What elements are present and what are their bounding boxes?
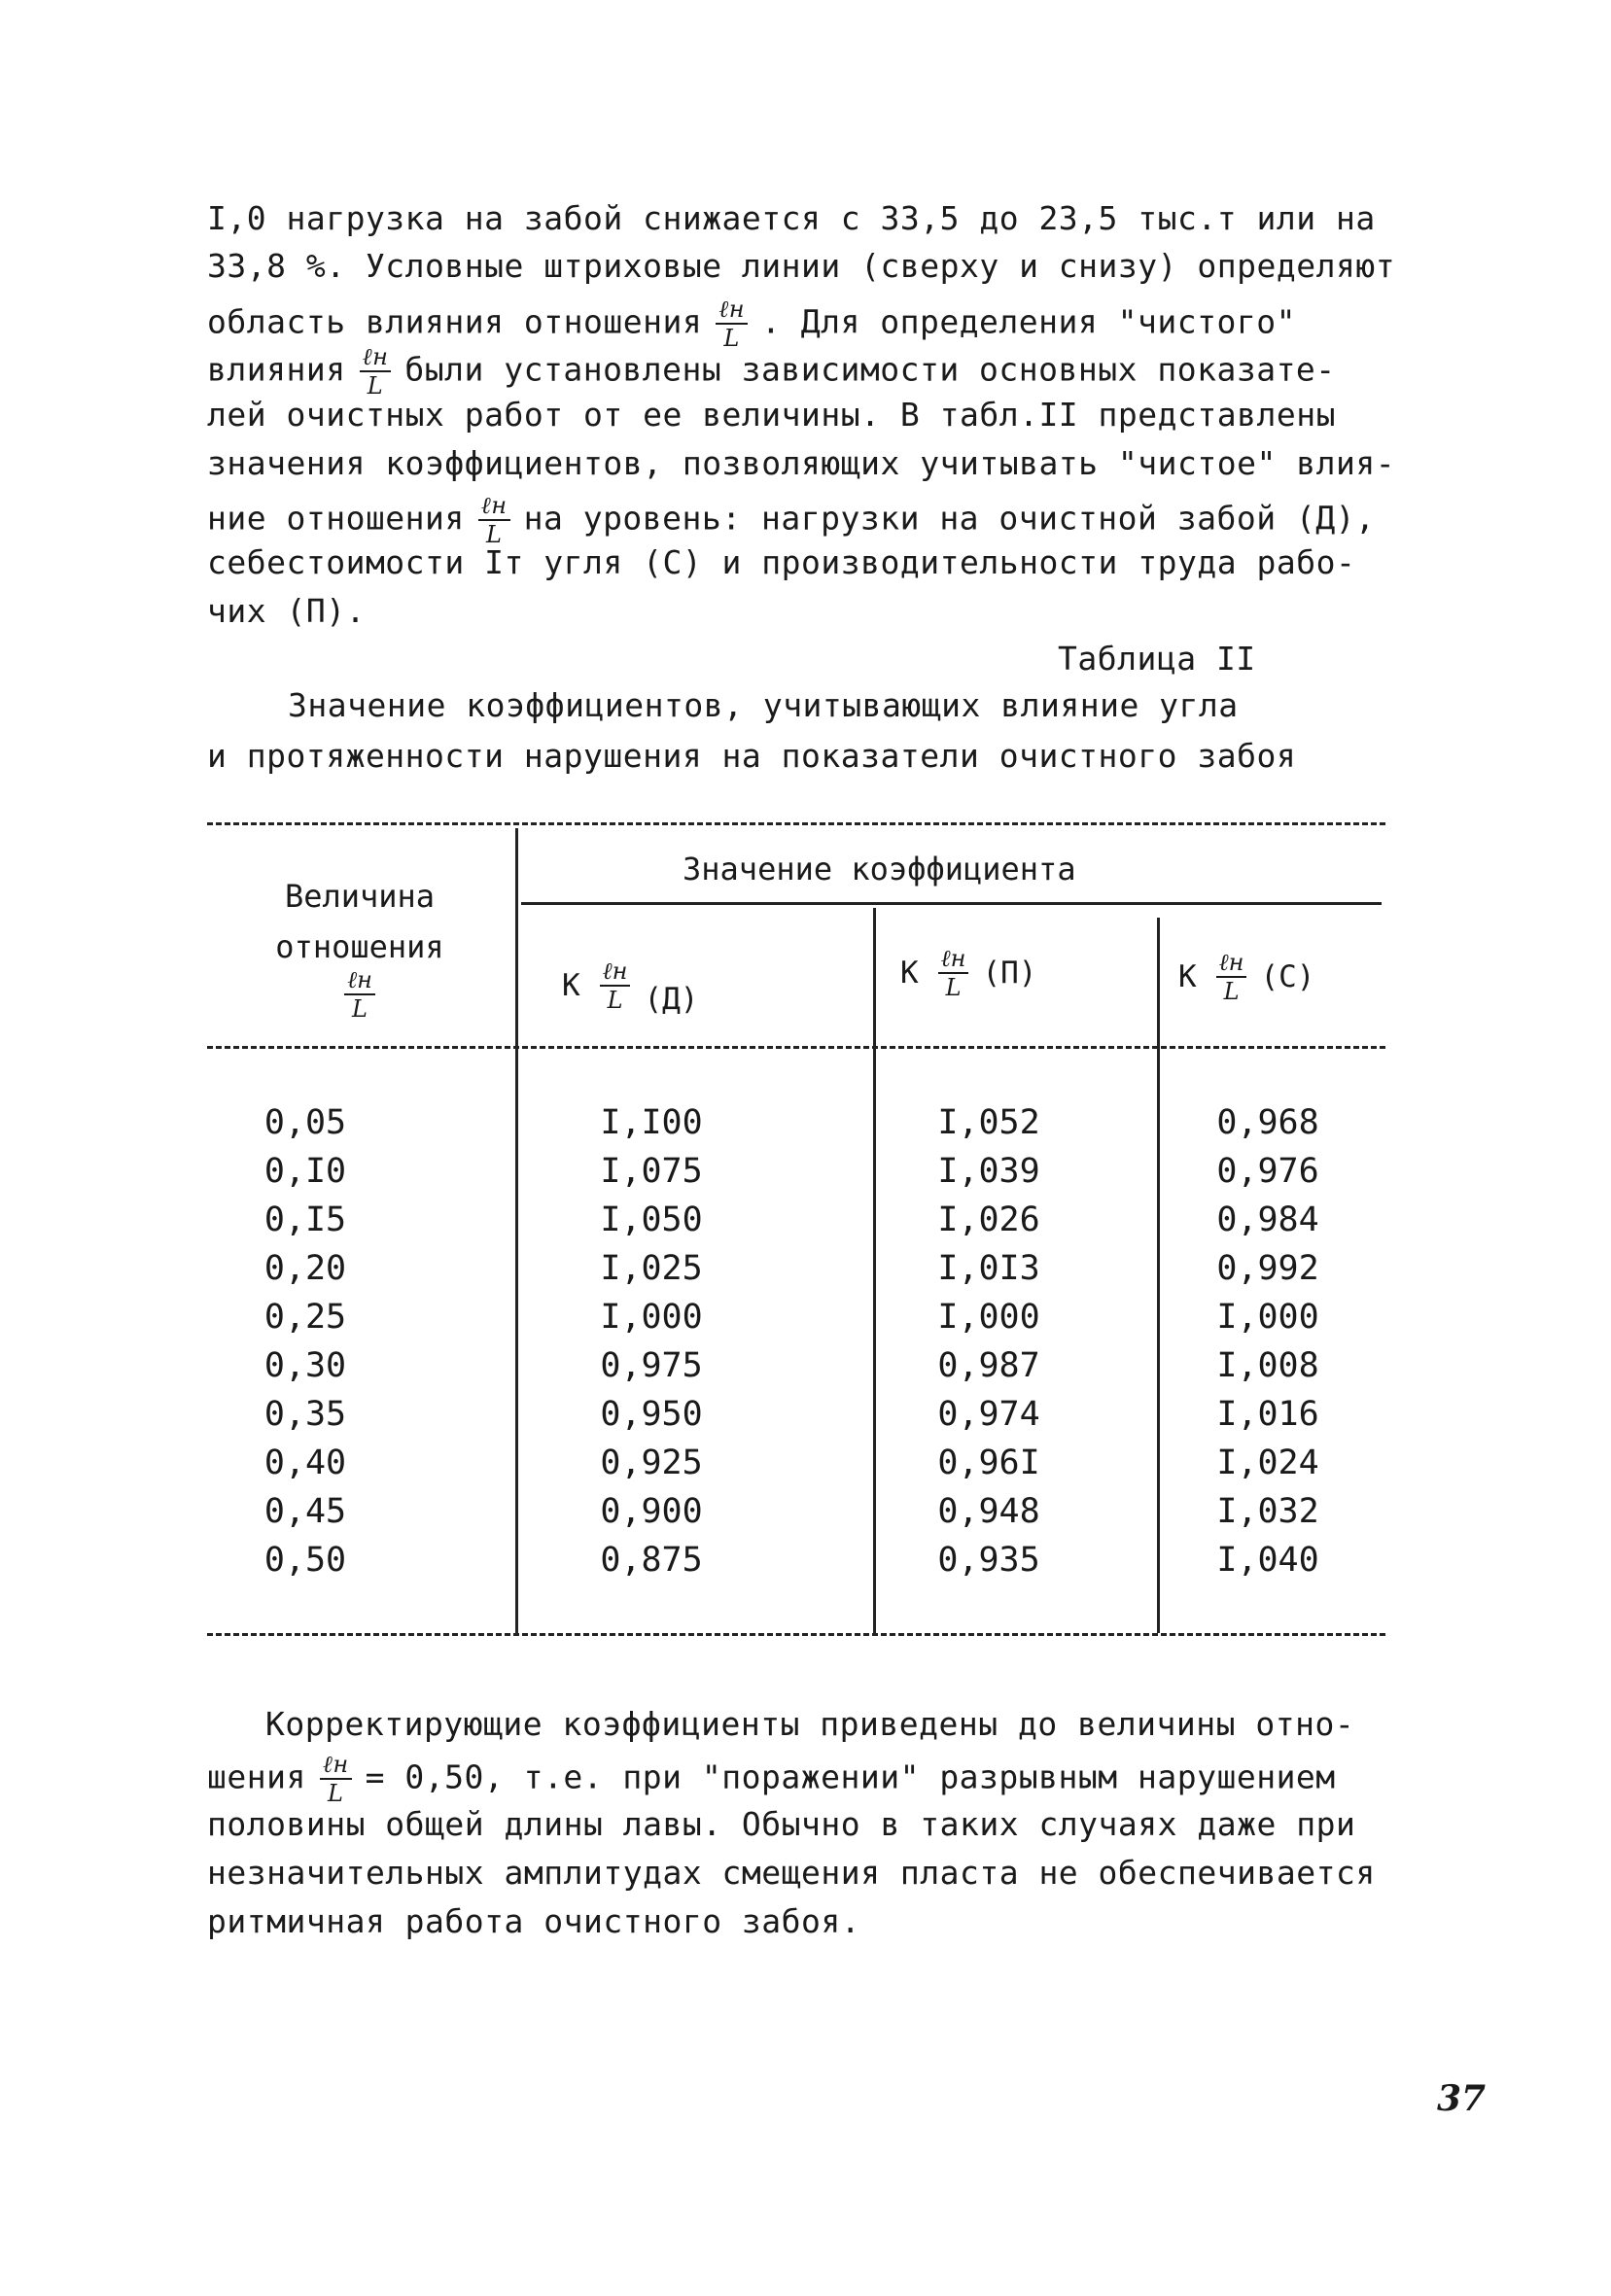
table-cell: I,025	[600, 1249, 703, 1288]
table-cell: I,000	[600, 1298, 703, 1337]
ratio-fraction: $\frac{\text{ℓн}}{L}$	[320, 1753, 352, 1805]
closing-line-5: ритмичная работа очистного забоя.	[207, 1902, 861, 1940]
intro-line-3	[207, 297, 1296, 350]
table-cell: I,024	[1216, 1444, 1319, 1482]
table-cell: 0,875	[600, 1541, 703, 1580]
col-header-d: К $\frac{\text{ℓн}}{L}$ (Д)	[562, 957, 699, 1017]
table-cell: 0,950	[600, 1395, 703, 1434]
k-p-column	[862, 1098, 1115, 1584]
header-bottom-rule	[207, 1046, 1385, 1049]
k-d-column	[525, 1098, 778, 1584]
intro-line-4-start: влияния	[207, 350, 346, 389]
first-col-header-line-1: Величина	[284, 878, 436, 915]
intro-line-7-start: ние отношения	[207, 499, 465, 538]
table-cell: 0,984	[1216, 1200, 1319, 1239]
k-c-column	[1141, 1098, 1394, 1584]
intro-line-5: лей очистных работ от ее величины. В табл.II представлены	[207, 396, 1336, 434]
table-cell: 0,40	[263, 1444, 347, 1482]
table-cell: 0,976	[1216, 1152, 1319, 1191]
ratio-fraction: $\frac{\text{ℓн}}{L}$	[938, 947, 969, 999]
table-cell: 0,35	[263, 1395, 347, 1434]
ratio-fraction: $\frac{\text{ℓн}}{L}$	[600, 959, 631, 1012]
table-cell: I,I00	[600, 1103, 703, 1142]
ratio-fraction: $\frac{\text{ℓн}}{L}$	[344, 968, 375, 1021]
table-cell: I,052	[937, 1103, 1040, 1142]
intro-line-8: себестоимости Iт угля (С) и производительности труда рабо-	[207, 543, 1356, 581]
table-cell: 0,992	[1216, 1249, 1319, 1288]
table-cell: 0,925	[600, 1444, 703, 1482]
table-cell: 0,948	[937, 1492, 1040, 1531]
table-cell: 0,30	[263, 1346, 347, 1385]
table-cell: 0,975	[600, 1346, 703, 1385]
table-cell: I,000	[937, 1298, 1040, 1337]
ratio-fraction: $\frac{\text{ℓн}}{L}$	[360, 345, 392, 398]
first-col-header-fraction	[243, 968, 476, 1021]
closing-line-2: шения $\frac{\text{ℓн}}{L}$ = 0,50, т.е. при "поражении" разрывным нарушением	[207, 1751, 1336, 1807]
column-divider-1	[515, 828, 518, 1633]
table-cell: I,026	[937, 1200, 1040, 1239]
col-header-c: К $\frac{\text{ℓн}}{L}$ (С)	[1178, 949, 1315, 1005]
table-cell: I,032	[1216, 1492, 1319, 1531]
intro-line-2: 33,8 %. Условные штриховые линии (сверху и снизу) определяют	[207, 247, 1396, 285]
ratio-fraction: $\frac{\text{ℓн}}{L}$	[1216, 951, 1247, 1003]
table-caption-line-1: Значение коэффициентов, учитывающих влияние угла	[288, 686, 1239, 724]
ratio-fraction: $\frac{\text{ℓн}}{L}$	[478, 494, 510, 546]
table-cell: I,050	[600, 1200, 703, 1239]
intro-line-4-end: были установлены зависимости основных показате-	[404, 350, 1336, 389]
table-cell: 0,20	[263, 1249, 347, 1288]
table-label: Таблица II	[1058, 640, 1256, 678]
table-cell: I,000	[1216, 1298, 1319, 1337]
header-group-rule	[521, 902, 1382, 905]
table-cell: I,008	[1216, 1346, 1319, 1385]
intro-line-6: значения коэффициентов, позволяющих учитывать "чистое" влия-	[207, 444, 1396, 482]
table-cell: I,0I3	[937, 1249, 1040, 1288]
table-cell: 0,I5	[263, 1200, 347, 1239]
intro-line-9: чих (П).	[207, 592, 366, 630]
ratio-fraction: $\frac{\text{ℓн}}{L}$	[716, 297, 748, 350]
intro-line-1: I,0 нагрузка на забой снижается с 33,5 до 23,5 тыс.т или на	[207, 199, 1376, 237]
intro-line-7-end: на уровень: нагрузки на очистной забой (Д),	[523, 499, 1376, 538]
closing-line-1: Корректирующие коэффициенты приведены до величины отно-	[265, 1705, 1355, 1743]
table-cell: 0,935	[937, 1541, 1040, 1580]
first-col-header-line-2: отношения	[275, 928, 444, 965]
table-cell: 0,974	[937, 1395, 1040, 1434]
closing-line-4: незначительных амплитудах смещения пласта не обеспечивается	[207, 1854, 1376, 1892]
intro-line-7	[207, 494, 1375, 546]
intro-line-4	[207, 345, 1336, 398]
ratio-column	[179, 1098, 432, 1584]
table-cell: 0,968	[1216, 1103, 1319, 1142]
table-bottom-rule	[207, 1633, 1385, 1636]
table-cell: 0,987	[937, 1346, 1040, 1385]
intro-line-3-end: . Для определения "чистого"	[761, 302, 1296, 341]
table-cell: I,039	[937, 1152, 1040, 1191]
table-cell: 0,45	[263, 1492, 347, 1531]
table-cell: I,016	[1216, 1395, 1319, 1434]
table-cell: 0,05	[263, 1103, 347, 1142]
header-group-title: Значение коэффициента	[683, 851, 1076, 887]
table-cell: 0,900	[600, 1492, 703, 1531]
col-header-p: К $\frac{\text{ℓн}}{L}$ (П)	[900, 945, 1037, 1001]
table-cell: 0,I0	[263, 1152, 347, 1191]
page-number: 37	[1437, 2078, 1487, 2119]
table-top-rule	[207, 822, 1385, 825]
table-cell: 0,96I	[937, 1444, 1040, 1482]
intro-line-3-start: область влияния отношения	[207, 302, 703, 341]
closing-line-3: половины общей длины лавы. Обычно в таких случаях даже при	[207, 1805, 1356, 1843]
table-cell: 0,25	[263, 1298, 347, 1337]
table-cell: I,040	[1216, 1541, 1319, 1580]
table-cell: I,075	[600, 1152, 703, 1191]
table-cell: 0,50	[263, 1541, 347, 1580]
table-caption-line-2: и протяженности нарушения на показатели очистного забоя	[207, 737, 1297, 775]
